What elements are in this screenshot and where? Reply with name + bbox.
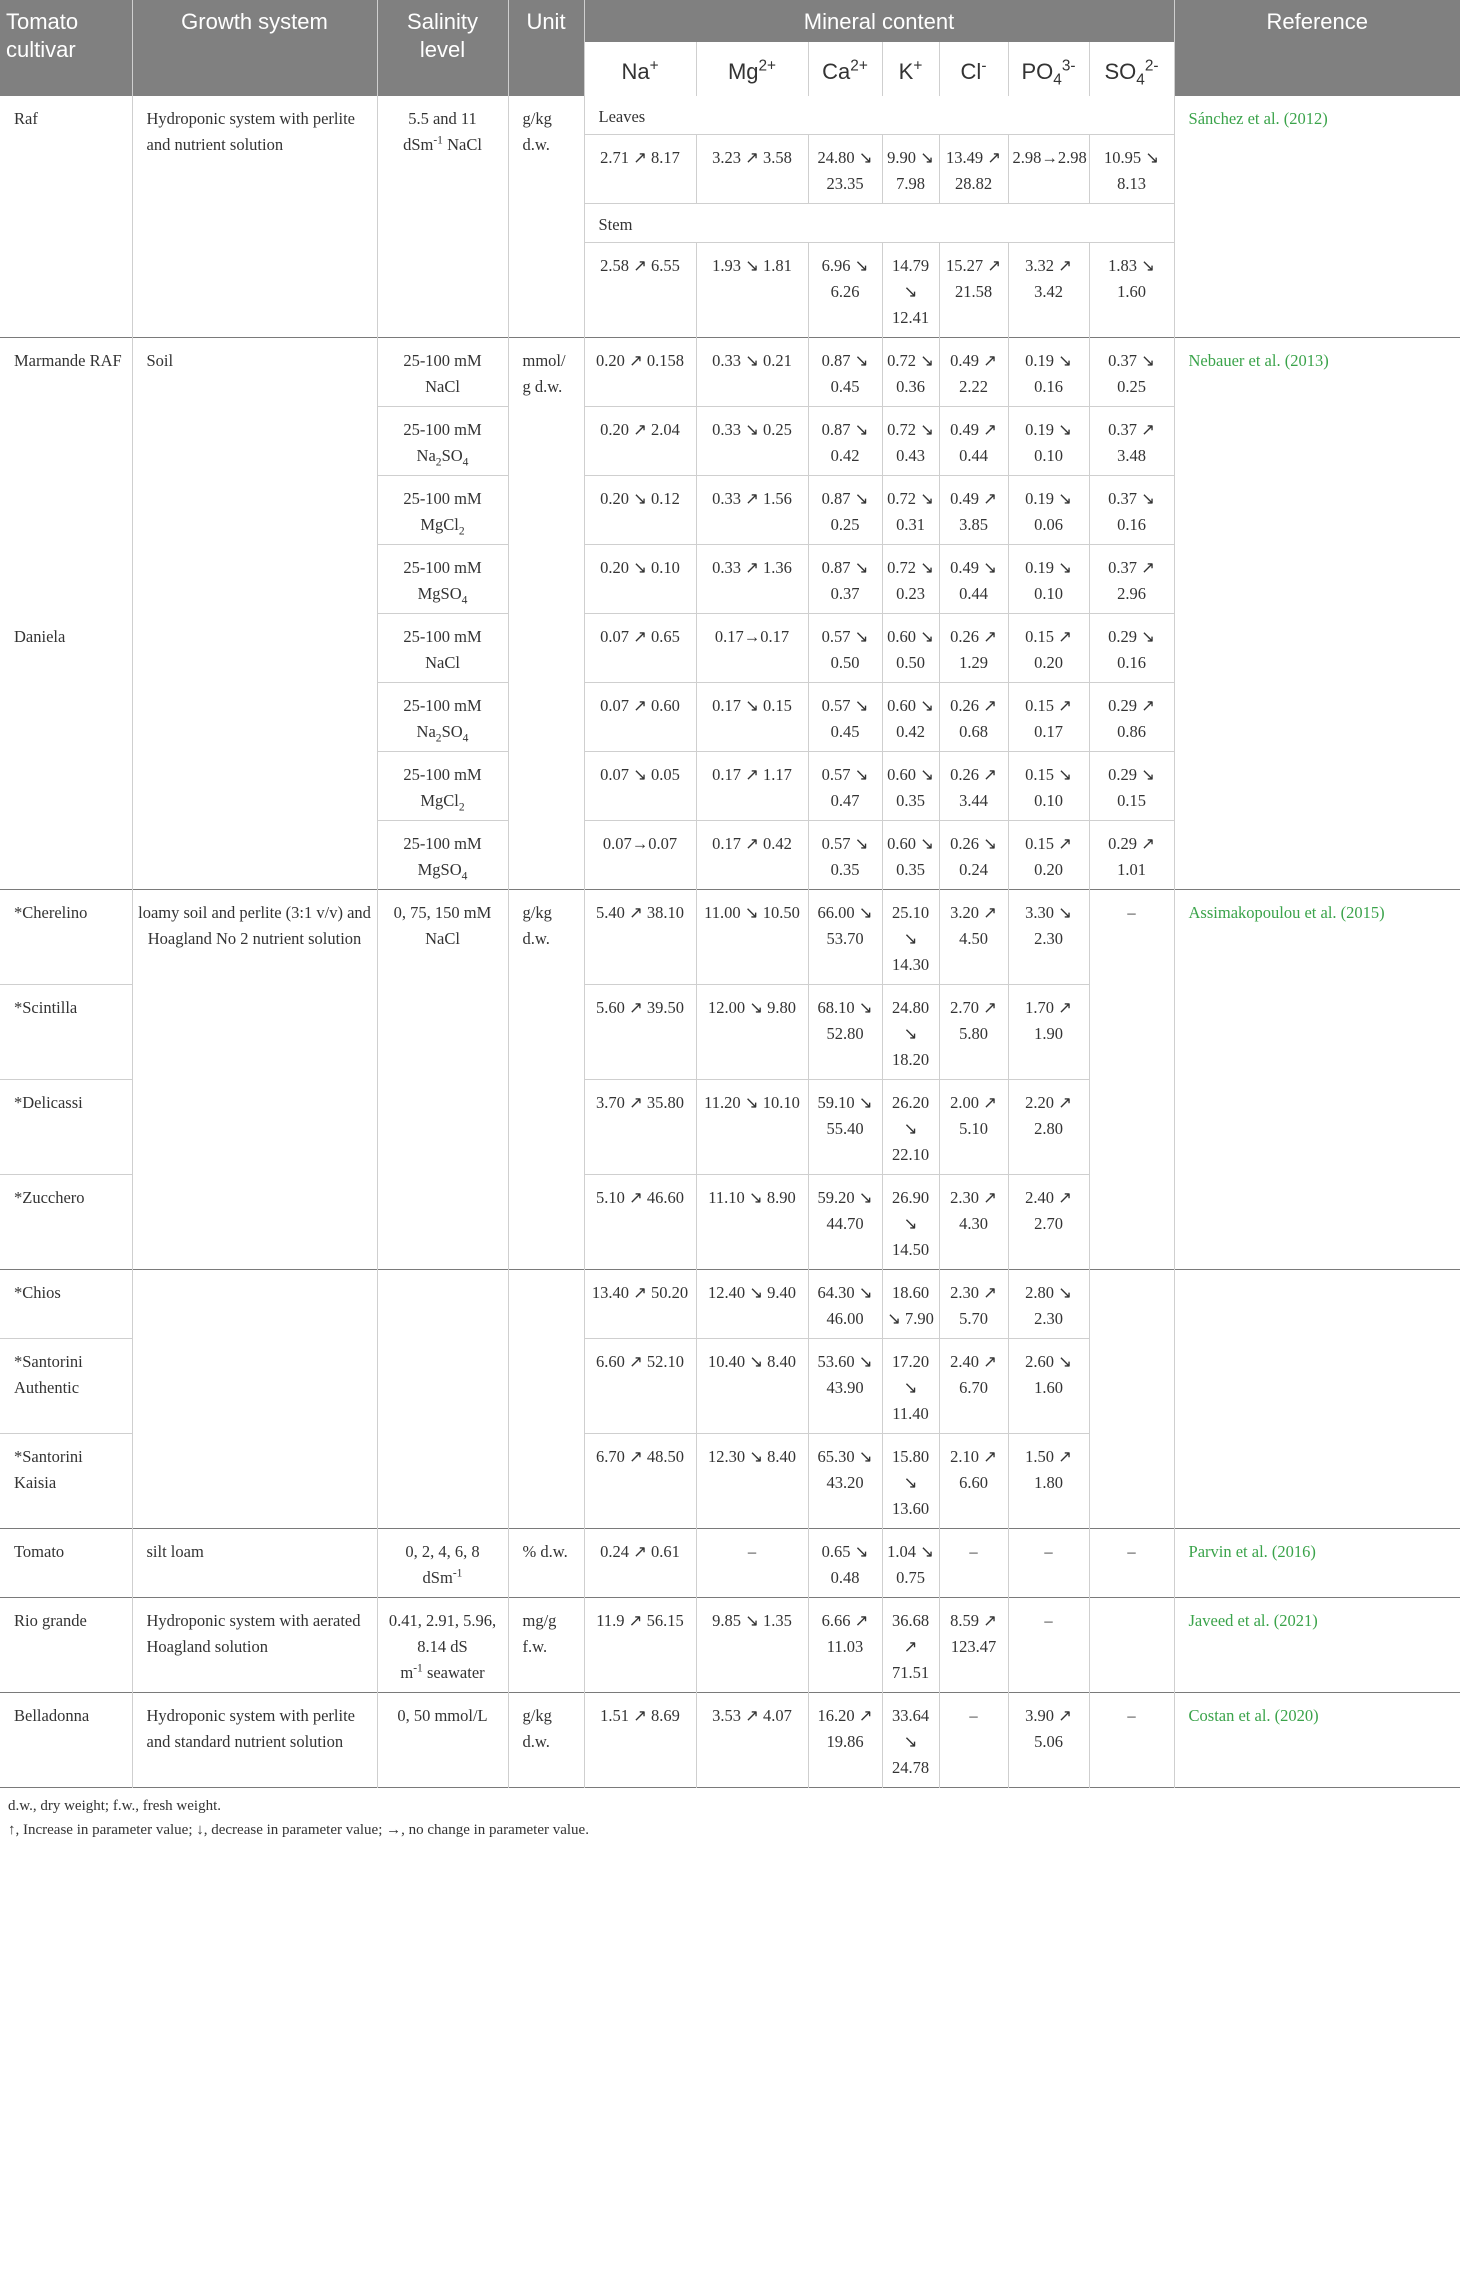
value-cell: 0.29 ↗ 1.01 (1089, 821, 1174, 890)
cultivar-cell: Daniela (14, 626, 66, 646)
value-cell: 0.57 ↘ 0.35 (808, 821, 882, 890)
value-cell: 0.15 ↗ 0.17 (1008, 683, 1089, 752)
salinity-cell: 25-100 mM MgSO$_4$ (377, 821, 508, 890)
value-cell: 0.26 ↘ 0.24 (939, 821, 1008, 890)
value-cell: – (1089, 1693, 1174, 1788)
value-cell: 0.29 ↘ 0.16 (1089, 614, 1174, 683)
header-so4: $SO_4^{2-}$ (1089, 42, 1174, 96)
value-cell: 0.07 ↘ 0.05 (584, 752, 696, 821)
value-cell (1089, 1270, 1174, 1529)
value-cell: 17.20 ↘ 11.40 (882, 1339, 939, 1434)
value-cell: 1.83 ↘ 1.60 (1089, 243, 1174, 338)
growth-cell: loamy soil and perlite (3:1 v/v) and Hoagland No 2 nutrient solution (132, 890, 377, 1270)
value-cell: 0.17 ↗ 1.17 (696, 752, 808, 821)
unit-cell: g/kg d.w. (508, 96, 584, 338)
value-cell: 0.07 ↗ 0.65 (584, 614, 696, 683)
cultivar-cell: *Chios (0, 1270, 132, 1339)
value-cell: 26.90 ↘ 14.50 (882, 1175, 939, 1270)
unit-cell: g/kg d.w. (508, 890, 584, 1270)
value-cell: – (1008, 1598, 1089, 1693)
value-cell: 5.40 ↗ 38.10 (584, 890, 696, 985)
value-cell: 10.95 ↘ 8.13 (1089, 135, 1174, 204)
header-unit: Unit (508, 0, 584, 96)
value-cell: 2.80 ↘ 2.30 (1008, 1270, 1089, 1339)
value-cell: 12.30 ↘ 8.40 (696, 1434, 808, 1529)
value-cell: 1.93 ↘ 1.81 (696, 243, 808, 338)
value-cell: 0.72 ↘ 0.36 (882, 338, 939, 407)
salinity-cell: 25-100 mM NaCl (377, 338, 508, 407)
value-cell: 0.87 ↘ 0.42 (808, 407, 882, 476)
value-cell: 0.57 ↘ 0.47 (808, 752, 882, 821)
reference-cell: Costan et al. (2020) (1174, 1693, 1460, 1788)
value-cell: 0.24 ↗ 0.61 (584, 1529, 696, 1598)
unit-cell: g/kg d.w. (508, 1693, 584, 1788)
value-cell: 0.33 ↘ 0.25 (696, 407, 808, 476)
value-cell: 0.60 ↘ 0.42 (882, 683, 939, 752)
value-cell: 0.57 ↘ 0.45 (808, 683, 882, 752)
salinity-cell: 25-100 mM NaCl (377, 614, 508, 683)
growth-cell: Hydroponic system with perlite and nutrient solution (132, 96, 377, 338)
value-cell: 0.20 ↘ 0.10 (584, 545, 696, 614)
value-cell: 9.85 ↘ 1.35 (696, 1598, 808, 1693)
cultivar-cell: *Santorini Kaisia (0, 1434, 132, 1529)
header-mineral-content: Mineral content (584, 0, 1174, 42)
unit-cell (508, 1270, 584, 1529)
value-cell: 0.07 ↗ 0.60 (584, 683, 696, 752)
value-cell: 1.04 ↘ 0.75 (882, 1529, 939, 1598)
value-cell: 2.40 ↗ 6.70 (939, 1339, 1008, 1434)
value-cell: 3.30 ↘ 2.30 (1008, 890, 1089, 985)
value-cell: 0.49 ↗ 2.22 (939, 338, 1008, 407)
header-mg: $Mg^{2+}$ (696, 42, 808, 96)
cultivar-cell: *Scintilla (0, 985, 132, 1080)
value-cell: 14.79 ↘ 12.41 (882, 243, 939, 338)
value-cell: 2.10 ↗ 6.60 (939, 1434, 1008, 1529)
value-cell: 0.87 ↘ 0.25 (808, 476, 882, 545)
header-na: Na+ (584, 42, 696, 96)
value-cell: 0.72 ↘ 0.43 (882, 407, 939, 476)
header-po4: $PO_4^{3-}$ (1008, 42, 1089, 96)
growth-cell (132, 1270, 377, 1529)
value-cell: 65.30 ↘ 43.20 (808, 1434, 882, 1529)
reference-cell: Assimakopoulou et al. (2015) (1174, 890, 1460, 1270)
footnotes (0, 1788, 1460, 1842)
reference-cell: Parvin et al. (2016) (1174, 1529, 1460, 1598)
footnote-abbreviations: d.w., dry weight; f.w., fresh weight. (8, 1798, 222, 1814)
value-cell: 6.66 ↗ 11.03 (808, 1598, 882, 1693)
value-cell: 3.23 ↗ 3.58 (696, 135, 808, 204)
value-cell: 0.33 ↗ 1.56 (696, 476, 808, 545)
value-cell: 11.20 ↘ 10.10 (696, 1080, 808, 1175)
value-cell: 0.49 ↘ 0.44 (939, 545, 1008, 614)
table-row (0, 1598, 1460, 1693)
value-cell: 6.96 ↘ 6.26 (808, 243, 882, 338)
value-cell: 0.29 ↘ 0.15 (1089, 752, 1174, 821)
value-cell: 0.49 ↗ 3.85 (939, 476, 1008, 545)
table-row (0, 96, 1460, 135)
value-cell: 0.19 ↘ 0.16 (1008, 338, 1089, 407)
value-cell: 3.70 ↗ 35.80 (584, 1080, 696, 1175)
value-cell: 2.60 ↘ 1.60 (1008, 1339, 1089, 1434)
value-cell: 0.72 ↘ 0.23 (882, 545, 939, 614)
value-cell: 0.19 ↘ 0.10 (1008, 545, 1089, 614)
value-cell: 0.15 ↘ 0.10 (1008, 752, 1089, 821)
value-cell: 0.19 ↘ 0.06 (1008, 476, 1089, 545)
value-cell: 0.33 ↘ 0.21 (696, 338, 808, 407)
value-cell: 2.70 ↗ 5.80 (939, 985, 1008, 1080)
value-cell: 0.33 ↗ 1.36 (696, 545, 808, 614)
value-cell: 2.98→2.98 (1008, 135, 1089, 204)
value-cell: 0.60 ↘ 0.35 (882, 821, 939, 890)
header-salinity: Salinity level (377, 0, 508, 96)
growth-cell: silt loam (132, 1529, 377, 1598)
value-cell: 1.51 ↗ 8.69 (584, 1693, 696, 1788)
value-cell: 66.00 ↘ 53.70 (808, 890, 882, 985)
cultivar-cell: Marmande RAF (0, 338, 132, 614)
value-cell: 0.65 ↘ 0.48 (808, 1529, 882, 1598)
reference-cell: Javeed et al. (2021) (1174, 1598, 1460, 1693)
table-row (0, 338, 1460, 407)
value-cell: 12.00 ↘ 9.80 (696, 985, 808, 1080)
value-cell: 11.10 ↘ 8.90 (696, 1175, 808, 1270)
value-cell: 59.20 ↘ 44.70 (808, 1175, 882, 1270)
value-cell: 24.80 ↘ 23.35 (808, 135, 882, 204)
salinity-cell: 25-100 mM MgSO$_4$ (377, 545, 508, 614)
value-cell: 10.40 ↘ 8.40 (696, 1339, 808, 1434)
value-cell: 0.20 ↗ 2.04 (584, 407, 696, 476)
value-cell: 8.59 ↗ 123.47 (939, 1598, 1008, 1693)
value-cell: 0.60 ↘ 0.50 (882, 614, 939, 683)
value-cell: 3.20 ↗ 4.50 (939, 890, 1008, 985)
value-cell: 24.80 ↘ 18.20 (882, 985, 939, 1080)
header-reference: Reference (1174, 0, 1460, 96)
value-cell: – (1089, 890, 1174, 1270)
footnote-arrows: ↑, Increase in parameter value; ↓, decrease in parameter value; →, no change in parameter value. (8, 1822, 589, 1838)
value-cell: 0.37 ↘ 0.16 (1089, 476, 1174, 545)
salinity-cell: 25-100 mM $Na_2SO_4$ (377, 407, 508, 476)
growth-cell: Hydroponic system with perlite and standard nutrient solution (132, 1693, 377, 1788)
header-cultivar: Tomato cultivar (0, 0, 132, 96)
value-cell: 0.87 ↘ 0.37 (808, 545, 882, 614)
value-cell: 53.60 ↘ 43.90 (808, 1339, 882, 1434)
unit-cell: mmol/ g d.w. (508, 338, 584, 890)
value-cell: 0.15 ↗ 0.20 (1008, 821, 1089, 890)
value-cell: 11.00 ↘ 10.50 (696, 890, 808, 985)
tissue-label-stem: Stem (584, 204, 1174, 243)
value-cell: – (696, 1529, 808, 1598)
value-cell (1089, 1598, 1174, 1693)
value-cell: 6.60 ↗ 52.10 (584, 1339, 696, 1434)
value-cell: 33.64 ↘ 24.78 (882, 1693, 939, 1788)
value-cell: 36.68 ↗ 71.51 (882, 1598, 939, 1693)
value-cell: 13.40 ↗ 50.20 (584, 1270, 696, 1339)
value-cell: 15.80 ↘ 13.60 (882, 1434, 939, 1529)
value-cell: 0.37 ↗ 3.48 (1089, 407, 1174, 476)
value-cell: 5.60 ↗ 39.50 (584, 985, 696, 1080)
value-cell: – (1089, 1529, 1174, 1598)
value-cell: – (939, 1529, 1008, 1598)
value-cell: 15.27 ↗ 21.58 (939, 243, 1008, 338)
growth-cell: Hydroponic system with aerated Hoagland solution (132, 1598, 377, 1693)
value-cell: 3.32 ↗ 3.42 (1008, 243, 1089, 338)
value-cell: 0.20 ↘ 0.12 (584, 476, 696, 545)
value-cell: 0.17 ↗ 0.42 (696, 821, 808, 890)
value-cell: 0.26 ↗ 3.44 (939, 752, 1008, 821)
salinity-cell: 25-100 mM MgCl$_2$ (377, 476, 508, 545)
value-cell: 3.90 ↗ 5.06 (1008, 1693, 1089, 1788)
value-cell: 0.37 ↘ 0.25 (1089, 338, 1174, 407)
tissue-label-leaves: Leaves (584, 96, 1174, 135)
value-cell: – (939, 1693, 1008, 1788)
value-cell: 0.87 ↘ 0.45 (808, 338, 882, 407)
cultivar-cell: *Cherelino (0, 890, 132, 985)
value-cell: 0.20 ↗ 0.158 (584, 338, 696, 407)
value-cell: 2.58 ↗ 6.55 (584, 243, 696, 338)
value-cell: 25.10 ↘ 14.30 (882, 890, 939, 985)
value-cell: 0.26 ↗ 0.68 (939, 683, 1008, 752)
unit-cell: % d.w. (508, 1529, 584, 1598)
cultivar-cell: *Zucchero (0, 1175, 132, 1270)
header-ca: $Ca^{2+}$ (808, 42, 882, 96)
header-growth-system: Growth system (132, 0, 377, 96)
value-cell: 2.71 ↗ 8.17 (584, 135, 696, 204)
value-cell: 26.20 ↘ 22.10 (882, 1080, 939, 1175)
value-cell: 64.30 ↘ 46.00 (808, 1270, 882, 1339)
salinity-cell: 0, 75, 150 mM NaCl (377, 890, 508, 1270)
value-cell: 5.10 ↗ 46.60 (584, 1175, 696, 1270)
value-cell: 0.17 ↘ 0.15 (696, 683, 808, 752)
salinity-cell: 0, 50 mmol/L (377, 1693, 508, 1788)
value-cell: 2.00 ↗ 5.10 (939, 1080, 1008, 1175)
value-cell: 2.30 ↗ 5.70 (939, 1270, 1008, 1339)
table-row (0, 1270, 1460, 1339)
table-row (0, 1693, 1460, 1788)
cultivar-cell: Rio grande (0, 1598, 132, 1693)
value-cell: 0.15 ↗ 0.20 (1008, 614, 1089, 683)
value-cell: 18.60 ↘ 7.90 (882, 1270, 939, 1339)
header-cl: Cl- (939, 42, 1008, 96)
salinity-cell: 25-100 mM $Na_2SO_4$ (377, 683, 508, 752)
cultivar-cell: Tomato (0, 1529, 132, 1598)
value-cell: 3.53 ↗ 4.07 (696, 1693, 808, 1788)
value-cell: 0.29 ↗ 0.86 (1089, 683, 1174, 752)
salinity-cell (377, 1270, 508, 1529)
value-cell: 0.57 ↘ 0.50 (808, 614, 882, 683)
salinity-cell: 0.41, 2.91, 5.96, 8.14 dS $m^{-1}$ seawater (377, 1598, 508, 1693)
value-cell: 1.70 ↗ 1.90 (1008, 985, 1089, 1080)
value-cell: 16.20 ↗ 19.86 (808, 1693, 882, 1788)
unit-cell: mg/g f.w. (508, 1598, 584, 1693)
value-cell: 2.20 ↗ 2.80 (1008, 1080, 1089, 1175)
table-row (0, 890, 1460, 985)
value-cell: 68.10 ↘ 52.80 (808, 985, 882, 1080)
value-cell: 0.49 ↗ 0.44 (939, 407, 1008, 476)
salinity-cell: 5.5 and 11 dSm$^{-1}$ NaCl (377, 96, 508, 338)
value-cell: 6.70 ↗ 48.50 (584, 1434, 696, 1529)
value-cell: 0.07→0.07 (584, 821, 696, 890)
value-cell: 12.40 ↘ 9.40 (696, 1270, 808, 1339)
value-cell: 0.26 ↗ 1.29 (939, 614, 1008, 683)
header-k: K+ (882, 42, 939, 96)
value-cell: 2.40 ↗ 2.70 (1008, 1175, 1089, 1270)
growth-cell: Soil (132, 338, 377, 890)
table-row (0, 1529, 1460, 1598)
value-cell: 0.72 ↘ 0.31 (882, 476, 939, 545)
cultivar-cell: Belladonna (0, 1693, 132, 1788)
reference-cell: Nebauer et al. (2013) (1174, 338, 1460, 890)
value-cell: 0.19 ↘ 0.10 (1008, 407, 1089, 476)
value-cell: 1.50 ↗ 1.80 (1008, 1434, 1089, 1529)
value-cell: 59.10 ↘ 55.40 (808, 1080, 882, 1175)
value-cell: 0.37 ↗ 2.96 (1089, 545, 1174, 614)
value-cell: 2.30 ↗ 4.30 (939, 1175, 1008, 1270)
value-cell: 13.49 ↗ 28.82 (939, 135, 1008, 204)
cultivar-cell: *Santorini Authentic (0, 1339, 132, 1434)
cultivar-cell: *Delicassi (0, 1080, 132, 1175)
value-cell: – (1008, 1529, 1089, 1598)
value-cell: 11.9 ↗ 56.15 (584, 1598, 696, 1693)
value-cell: 0.60 ↘ 0.35 (882, 752, 939, 821)
value-cell: 9.90 ↘ 7.98 (882, 135, 939, 204)
salinity-cell: 25-100 mM MgCl$_2$ (377, 752, 508, 821)
value-cell: 0.17→0.17 (696, 614, 808, 683)
reference-cell (1174, 1270, 1460, 1529)
reference-cell: Sánchez et al. (2012) (1174, 96, 1460, 338)
salinity-cell: 0, 2, 4, 6, 8 dSm$^{-1}$ (377, 1529, 508, 1598)
cultivar-cell: Raf (14, 109, 38, 128)
